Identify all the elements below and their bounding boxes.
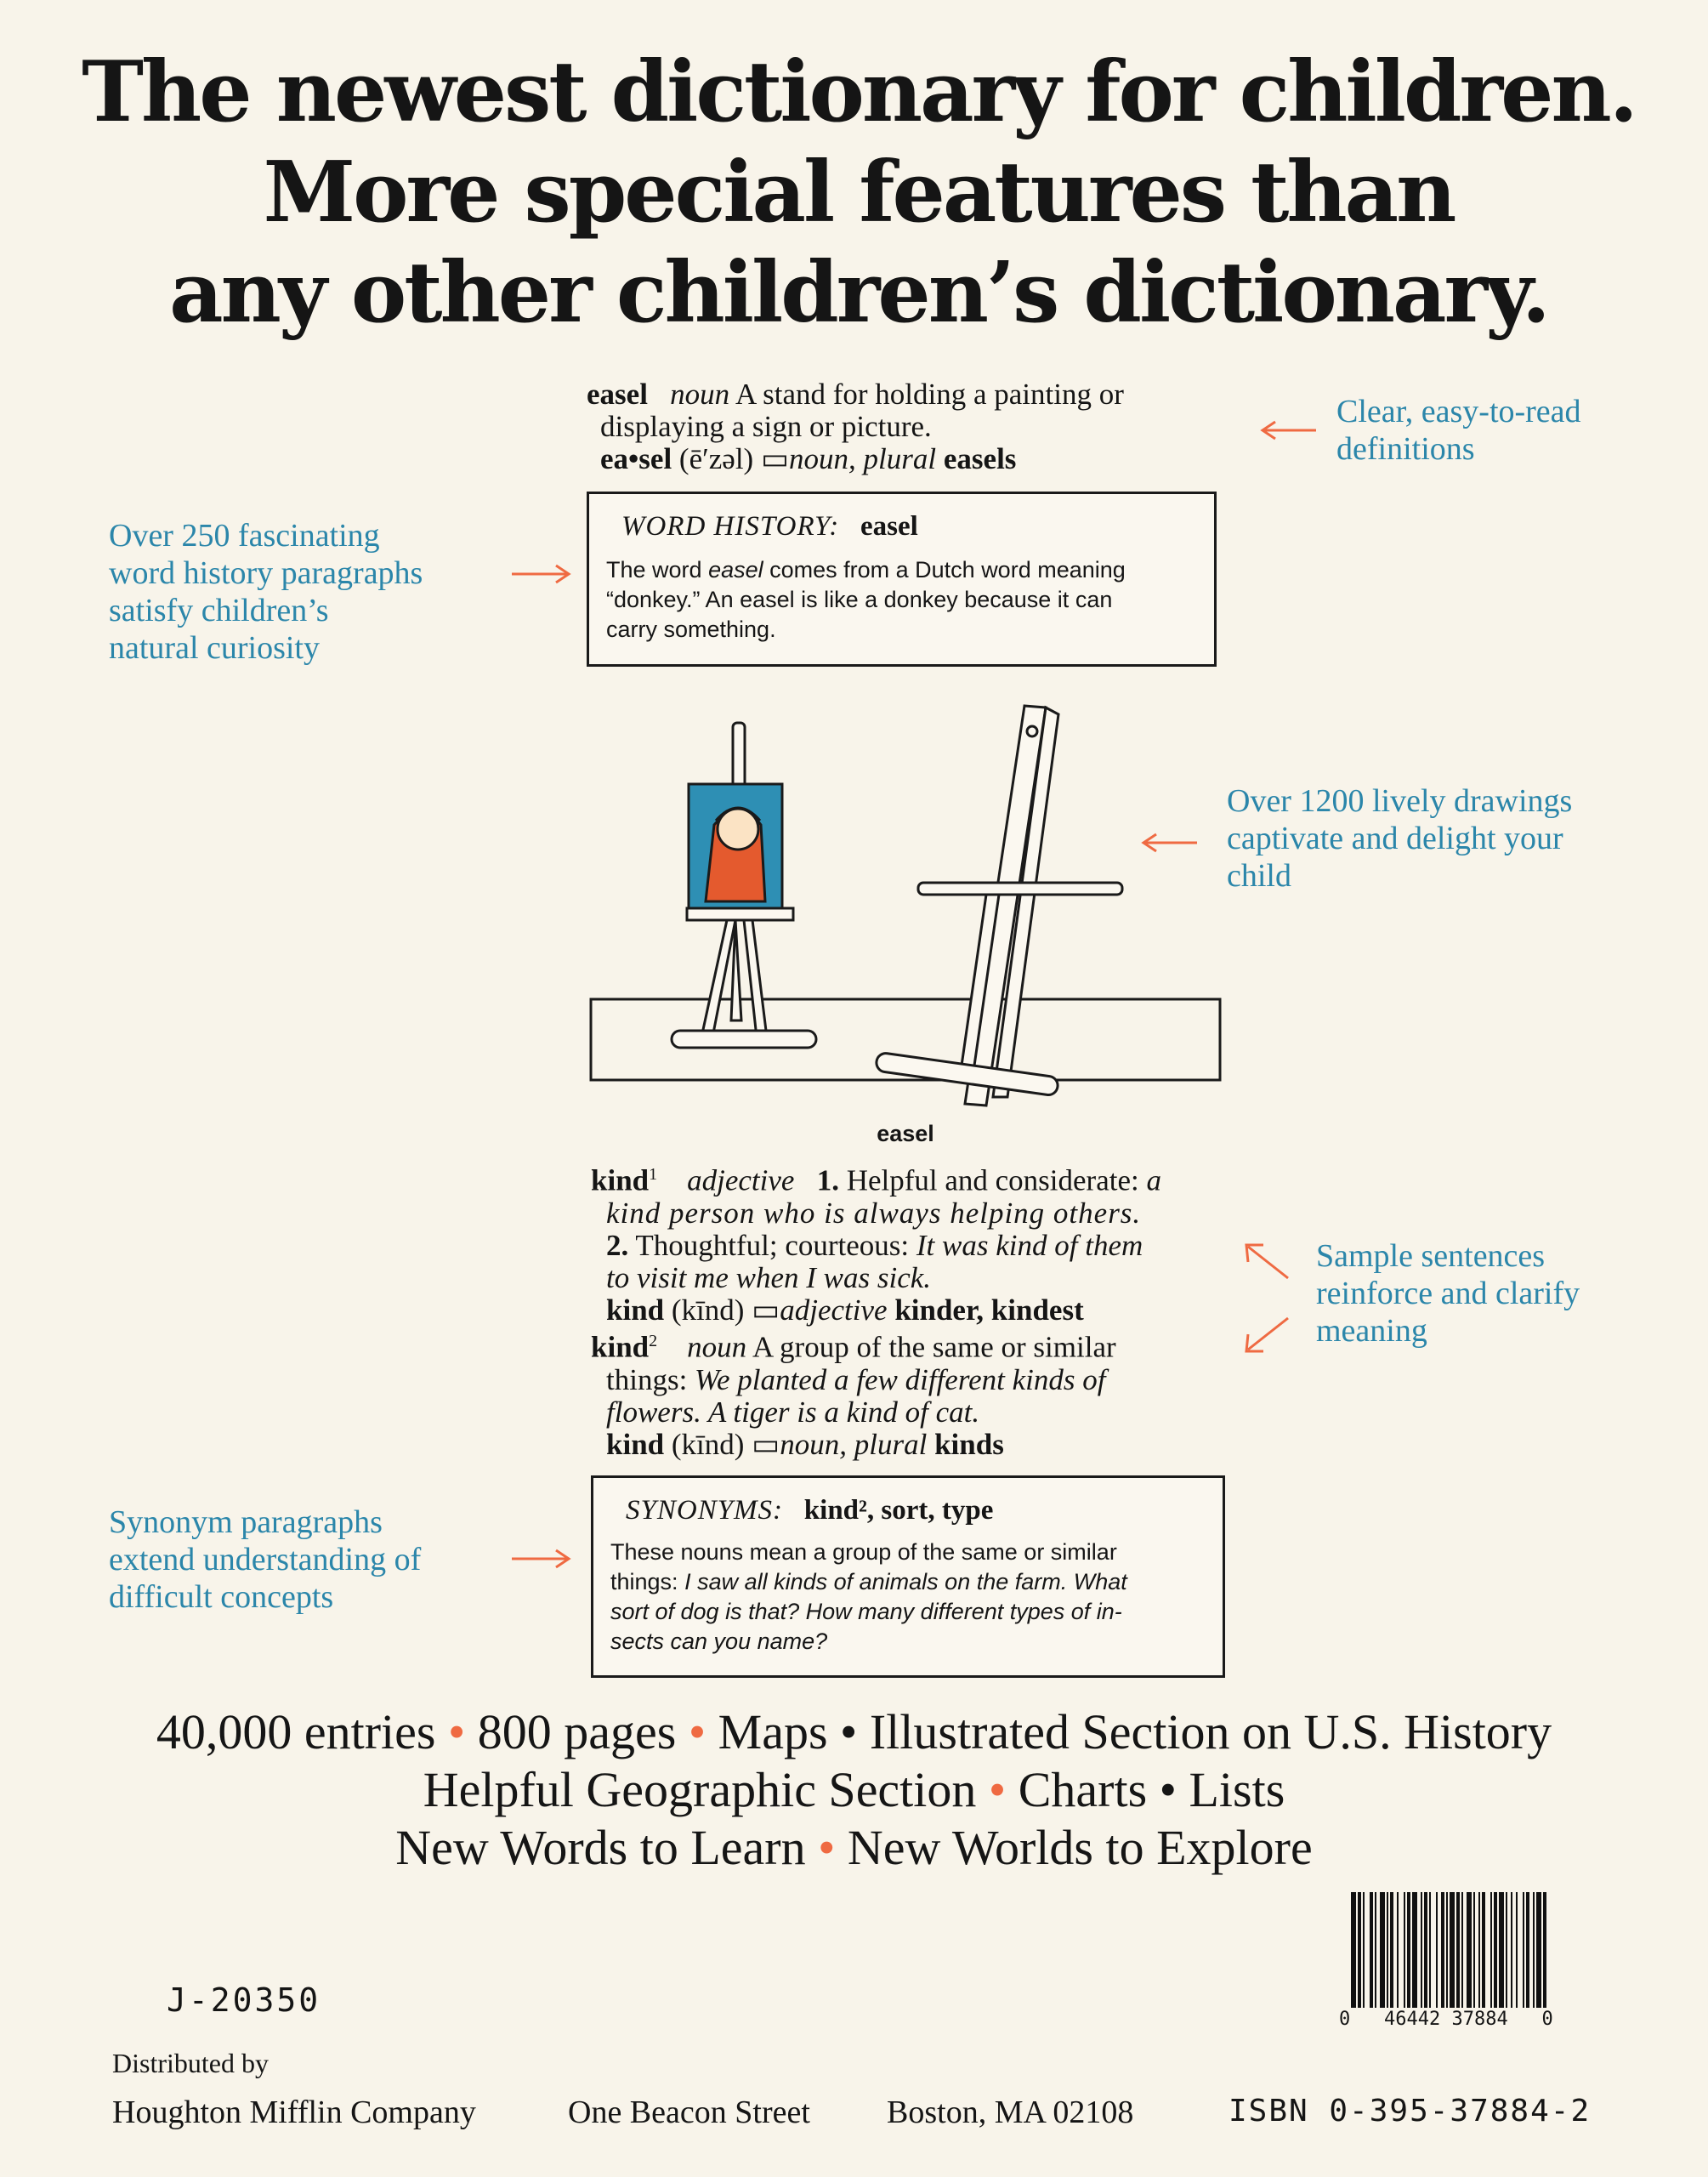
bullet-icon: • (688, 1704, 706, 1759)
barcode-bar (1358, 1892, 1361, 2008)
callout-line: meaning (1316, 1313, 1427, 1349)
entry-pron-word: kind (606, 1427, 665, 1461)
arrow-up-left-icon (1241, 1240, 1292, 1286)
entry-word: kind (591, 1163, 650, 1197)
syn-text-italic: sort of dog is that? How many different types of in- (610, 1599, 1122, 1624)
entry-pronunciation: (kīnd) (671, 1293, 745, 1327)
barcode-bar (1499, 1892, 1504, 2008)
callout-sentences (1316, 1237, 1580, 1350)
callout-line: word history paragraphs (109, 555, 423, 591)
word-history-heading: WORD HISTORY: (621, 511, 840, 542)
publisher-city: Boston, MA 02108 (887, 2095, 1134, 2130)
entry-example: kind person who is always helping others. (606, 1196, 1142, 1230)
callout-line: reinforce and clarify (1316, 1276, 1580, 1311)
entry-symbol: ▭ (752, 1293, 780, 1327)
barcode-bar (1351, 1892, 1356, 2008)
entry-pron-word: kind (606, 1293, 665, 1327)
entry-word: kind (591, 1330, 650, 1364)
kind2-entry (591, 1325, 1220, 1461)
barcode-bar (1516, 1892, 1518, 2008)
callout-line: Clear, easy-to-read (1336, 394, 1581, 429)
barcode-bar (1536, 1892, 1541, 2008)
feature-item: Lists (1189, 1762, 1285, 1817)
arrow-left-icon (1258, 419, 1318, 445)
barcode-bar (1380, 1892, 1385, 2008)
isbn: ISBN 0-395-37884-2 (1229, 2094, 1592, 2129)
entry-symbol: ▭ (752, 1427, 780, 1461)
headline-line-1: The newest dictionary for children. (82, 43, 1636, 141)
sense-number: 2. (606, 1228, 629, 1262)
entry-pos: adjective (687, 1163, 795, 1197)
barcode-bar (1404, 1892, 1405, 2008)
callout-line: natural curiosity (109, 630, 320, 666)
entry-word: easel (587, 378, 648, 411)
callout-line: satisfy children’s (109, 593, 329, 628)
barcode-bar (1424, 1892, 1427, 2008)
barcode-bar (1467, 1892, 1472, 2008)
barcode-digits: 46442 37884 (1384, 2009, 1508, 2030)
barcode-bar (1412, 1892, 1417, 2008)
barcode-bar (1450, 1892, 1455, 2008)
bullet-icon: • (988, 1762, 1007, 1817)
callout-line: difficult concepts (109, 1579, 334, 1615)
entry-example: It was kind of them (916, 1228, 1143, 1262)
wh-text: carry something. (606, 617, 776, 642)
kind1-entry (591, 1158, 1220, 1327)
publisher-name: Houghton Mifflin Company (112, 2095, 476, 2130)
word-history-box (587, 492, 1217, 667)
arrow-down-left-icon (1241, 1314, 1292, 1360)
entry-symbol: ▭ (760, 442, 790, 475)
barcode-bar (1494, 1892, 1497, 2008)
barcode-bar (1370, 1892, 1373, 2008)
barcode-bar (1482, 1892, 1485, 2008)
barcode-bar (1456, 1892, 1460, 2008)
entry-definition: A stand for holding a painting or (735, 378, 1124, 411)
entry-pos: noun (670, 378, 730, 411)
entry-example: flowers. A tiger is a kind of cat. (606, 1395, 980, 1429)
entry-pronunciation: (kīnd) (671, 1427, 745, 1461)
wh-text: comes from a Dutch word meaning (763, 557, 1126, 583)
barcode-bar (1543, 1892, 1546, 2008)
callout-line: Synonym paragraphs (109, 1504, 383, 1540)
barcode-bar (1478, 1892, 1480, 2008)
arrow-right-icon (510, 563, 574, 588)
arrow-left-icon (1139, 832, 1199, 857)
syn-text-italic: I saw all kinds of animals on the farm. What (684, 1569, 1127, 1594)
entry-definition: A group of the same or similar (752, 1330, 1116, 1364)
easel-entry (587, 378, 1233, 475)
synonyms-words: kind², sort, type (803, 1495, 994, 1526)
barcode-bar (1390, 1892, 1393, 2008)
headline-line-3: any other children’s dictionary. (169, 244, 1548, 342)
entry-example: a (1146, 1163, 1161, 1197)
barcode-bar (1421, 1892, 1422, 2008)
entry-definition: Helpful and considerate: (846, 1163, 1139, 1197)
entry-pos-plural: noun, plural (789, 442, 937, 475)
barcode-number (1339, 2009, 1628, 2030)
feature-item: 40,000 entries (156, 1704, 436, 1759)
barcode-bar (1533, 1892, 1535, 2008)
bullet-icon: • (447, 1704, 466, 1759)
barcode-bar (1506, 1892, 1507, 2008)
wh-text: “donkey.” An easel is like a donkey because it can (606, 587, 1113, 612)
easel-illustration (587, 697, 1224, 1123)
barcode-bar (1473, 1892, 1475, 2008)
catalog-number: J-20350 (167, 1981, 321, 2019)
feature-item: New Worlds to Explore (847, 1820, 1313, 1875)
callout-line: definitions (1336, 431, 1475, 467)
entry-definition-cont: displaying a sign or picture. (600, 410, 932, 443)
callout-synonyms (109, 1503, 421, 1616)
barcode-bar (1397, 1892, 1399, 2008)
callout-line: Over 250 fascinating (109, 518, 380, 554)
feature-item: 800 pages (477, 1704, 677, 1759)
entry-pos-plural: noun, plural (780, 1427, 928, 1461)
barcode-bar (1490, 1892, 1492, 2008)
illustration-caption: easel (877, 1121, 934, 1146)
feature-item: Charts (1018, 1762, 1148, 1817)
syn-text: These nouns mean a group of the same or similar (610, 1539, 1117, 1565)
barcode-bar (1523, 1892, 1524, 2008)
feature-item: Illustrated Section on U.S. History (869, 1704, 1552, 1759)
barcode-bar (1446, 1892, 1448, 2008)
wh-text: The word (606, 557, 709, 583)
entry-definition: things: (606, 1362, 688, 1396)
barcode-bar (1363, 1892, 1365, 2008)
entry-pos: adjective (780, 1293, 888, 1327)
synonyms-box (591, 1475, 1225, 1678)
bullet-icon: • (1159, 1762, 1177, 1817)
syn-text-italic: sects can you name? (610, 1628, 828, 1654)
feature-item: Maps (718, 1704, 828, 1759)
sense-number: 1. (816, 1163, 839, 1197)
barcode-left-digit: 0 (1339, 2009, 1351, 2030)
callout-line: child (1227, 858, 1291, 894)
entry-superscript: 1 (649, 1165, 658, 1184)
barcode-bar (1441, 1892, 1444, 2008)
callout-line: captivate and delight your (1227, 821, 1563, 856)
callout-line: Over 1200 lively drawings (1227, 783, 1573, 819)
barcode-bar (1407, 1892, 1410, 2008)
entry-plural: easels (943, 442, 1017, 475)
feature-item: New Words to Learn (395, 1820, 806, 1875)
synonyms-heading: SYNONYMS: (626, 1495, 784, 1526)
barcode-bar (1375, 1892, 1376, 2008)
entry-superscript: 2 (649, 1332, 658, 1350)
syn-text: things: (610, 1569, 685, 1594)
barcode-bar (1526, 1892, 1529, 2008)
arrow-right-icon (510, 1548, 574, 1573)
headline (51, 43, 1666, 344)
entry-example: to visit me when I was sick. (606, 1260, 932, 1294)
barcode-right-digit: 0 (1541, 2009, 1553, 2030)
entry-pronunciation: (ē′zəl) (678, 442, 754, 475)
callout-drawings (1227, 782, 1572, 895)
wh-text-italic: easel (708, 557, 763, 583)
features (0, 1703, 1708, 1877)
entry-definition: Thoughtful; courteous: (635, 1228, 910, 1262)
entry-syllables: ea•sel (600, 442, 672, 475)
entry-plural: kinds (934, 1427, 1004, 1461)
entry-forms: kinder, kindest (894, 1293, 1084, 1327)
publisher-street: One Beacon Street (568, 2095, 810, 2130)
distributed-by: Distributed by (112, 2048, 269, 2078)
callout-line: Sample sentences (1316, 1238, 1546, 1274)
word-history-word: easel (860, 511, 918, 542)
barcode-bar (1511, 1892, 1512, 2008)
entry-example: We planted a few different kinds of (695, 1362, 1106, 1396)
callout-word-history (109, 517, 423, 667)
bullet-icon: • (818, 1820, 836, 1875)
barcode-bar (1387, 1892, 1388, 2008)
barcode-bar (1461, 1892, 1463, 2008)
barcode-bar (1429, 1892, 1431, 2008)
barcode (1348, 1892, 1611, 2011)
barcode-bar (1436, 1892, 1438, 2008)
feature-item: Helpful Geographic Section (423, 1762, 977, 1817)
callout-definitions (1336, 393, 1581, 468)
entry-pos: noun (687, 1330, 747, 1364)
headline-line-2: More special features than (263, 144, 1455, 242)
callout-line: extend understanding of (109, 1542, 422, 1577)
bullet-icon: • (840, 1704, 858, 1759)
